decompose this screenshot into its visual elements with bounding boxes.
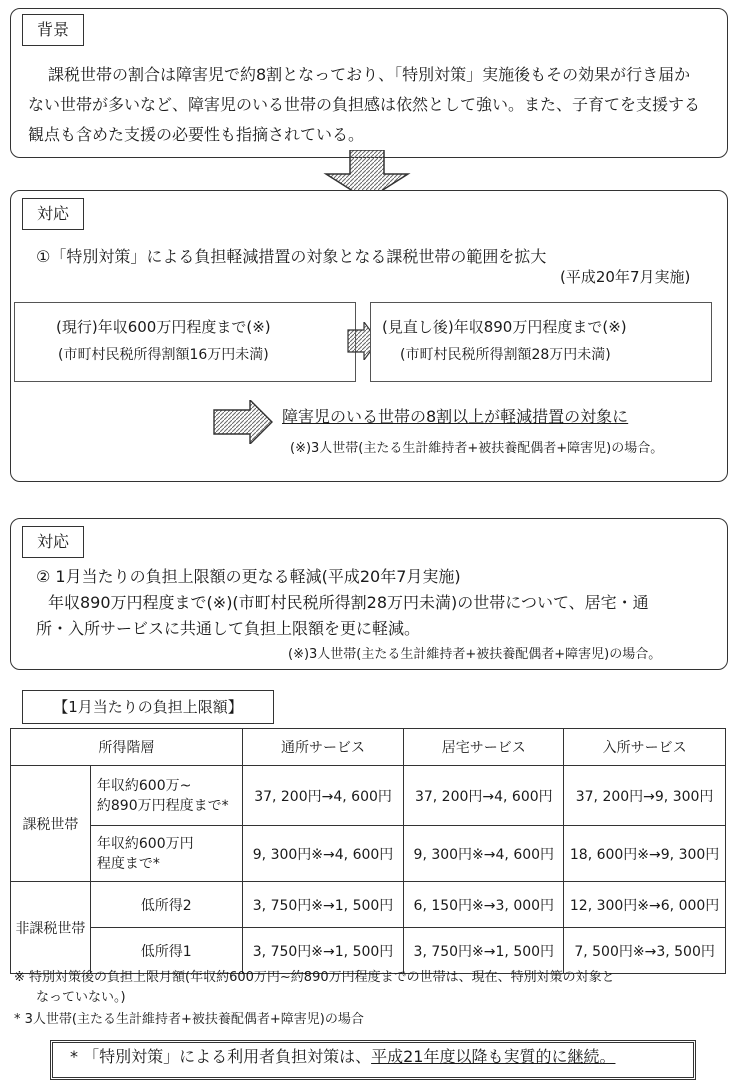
table-row (11, 882, 726, 928)
cell-value: 12, 300円※→6, 000円 (564, 882, 726, 928)
bottom-banner-underlined: 平成21年度以降も実質的に継続。 (371, 1047, 616, 1066)
cell-value: 3, 750円※→1, 500円 (404, 928, 564, 974)
response1-date: (平成20年7月実施) (560, 268, 691, 286)
background-line-1: 課税世帯の割合は障害児で約8割となっており、「特別対策」実施後もその効果が行き届か (48, 65, 691, 84)
background-tag: 背景 (22, 14, 84, 46)
cell-value: 3, 750円※→1, 500円 (242, 882, 404, 928)
response1-note: (※)3人世帯(主たる生計維持者+被扶養配偶者+障害児)の場合。 (290, 441, 664, 456)
response1-heading: ①「特別対策」による負担軽減措置の対象となる課税世帯の範囲を拡大 (36, 247, 547, 266)
background-line-3: 観点も含めた支援の必要性も指摘されている。 (28, 125, 365, 144)
header-residential: 入所サービス (564, 729, 726, 766)
sub-label: 低所得2 (90, 882, 242, 928)
cell-value: 3, 750円※→1, 500円 (242, 928, 404, 974)
burden-limit-table (10, 728, 726, 974)
sub-label: 年収約600万円 程度まで* (90, 826, 242, 882)
result-arrow-icon (212, 400, 274, 444)
cell-value: 37, 200円→4, 600円 (242, 766, 404, 826)
background-line-2: ない世帯が多いなど、障害児のいる世帯の負担感は依然として強い。また、子育てを支援する (28, 95, 701, 114)
sub-label: 低所得1 (90, 928, 242, 974)
footnote-1: ※ 特別対策後の負担上限月額(年収約600万円~約890万円程度までの世帯は、現在、特別対策の対象と (14, 970, 615, 985)
response2-line-2: 年収890万円程度まで(※)(市町村民税所得割28万円未満)の世帯について、居宅・通 (48, 593, 649, 612)
cell-value: 9, 300円※→4, 600円 (242, 826, 404, 882)
response2-note: (※)3人世帯(主たる生計維持者+被扶養配偶者+障害児)の場合。 (288, 647, 662, 662)
revised-line-1: (見直し後)年収890万円程度まで(※) (382, 318, 627, 336)
response1-tag: 対応 (22, 198, 84, 230)
response2-line-3: 所・入所サービスに共通して負担上限額を更に軽減。 (36, 619, 421, 638)
response2-line-1: ② 1月当たりの負担上限額の更なる軽減(平成20年7月実施) (36, 567, 461, 586)
table-row (11, 766, 726, 826)
table-caption: 【1月当たりの負担上限額】 (22, 690, 274, 724)
group-label-nontaxable: 非課税世帯 (11, 882, 91, 974)
sub-label: 年収約600万~ 約890万円程度まで* (90, 766, 242, 826)
cell-value: 37, 200円→9, 300円 (564, 766, 726, 826)
current-line-1: (現行)年収600万円程度まで(※) (56, 318, 271, 336)
group-label-taxable: 課税世帯 (11, 766, 91, 882)
header-income-level: 所得階層 (11, 729, 243, 766)
response2-tag: 対応 (22, 526, 84, 558)
cell-value: 9, 300円※→4, 600円 (404, 826, 564, 882)
footnote-2: なっていない。) (36, 990, 126, 1005)
revised-line-2: (市町村民税所得割額28万円未満) (400, 347, 611, 363)
header-daycare: 通所サービス (242, 729, 404, 766)
cell-value: 18, 600円※→9, 300円 (564, 826, 726, 882)
table-row (11, 928, 726, 974)
table-header-row (11, 729, 726, 766)
bottom-banner-prefix: * 「特別対策」による利用者負担対策は、 (70, 1047, 372, 1066)
cell-value: 6, 150円※→3, 000円 (404, 882, 564, 928)
cell-value: 37, 200円→4, 600円 (404, 766, 564, 826)
response1-result: 障害児のいる世帯の8割以上が軽減措置の対象に (282, 407, 629, 426)
table-row (11, 826, 726, 882)
header-home: 居宅サービス (404, 729, 564, 766)
bottom-banner-text (70, 1044, 615, 1070)
cell-value: 7, 500円※→3, 500円 (564, 928, 726, 974)
current-line-2: (市町村民税所得割額16万円未満) (58, 347, 269, 363)
footnote-3: * 3人世帯(主たる生計維持者+被扶養配偶者+障害児)の場合 (14, 1012, 364, 1027)
